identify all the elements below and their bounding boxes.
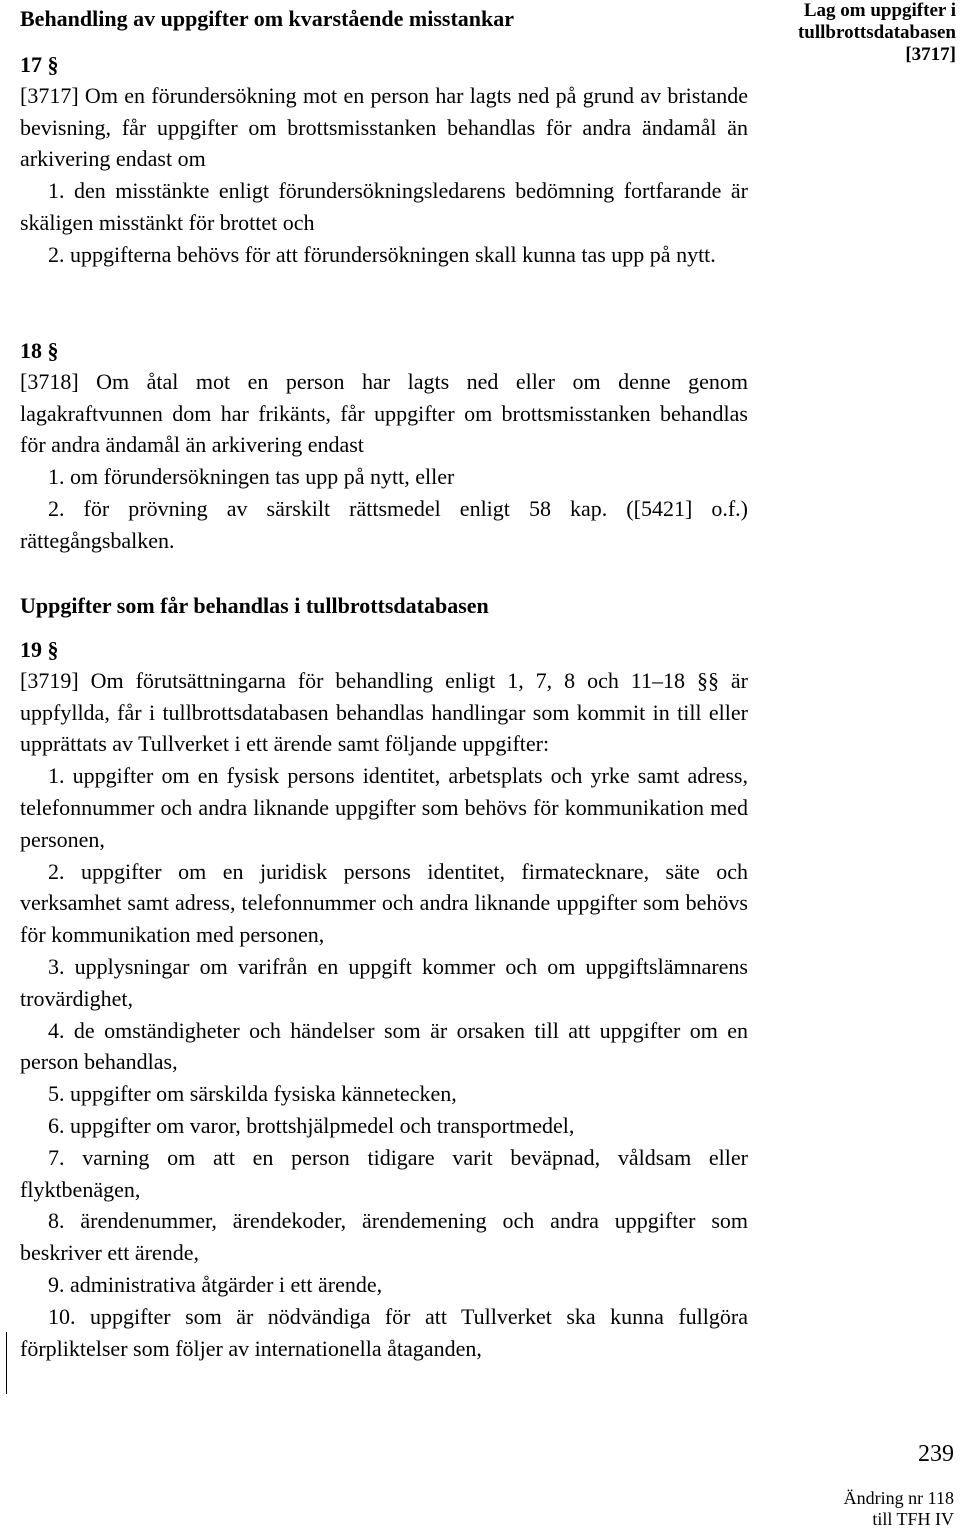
list-item: 1. den misstänkte enligt förundersökningsledarens bedömning fortfarande är skäligen misstänkt för brottet och — [20, 178, 748, 235]
footer — [844, 1488, 954, 1530]
section-19 — [20, 634, 748, 1364]
section-number: 19 § — [20, 637, 59, 662]
list-item: 10. uppgifter som är nödvändiga för att Tullverket ska kunna fullgöra förpliktelser som följer av internationella åtaganden, — [20, 1303, 748, 1361]
section-heading: Behandling av uppgifter om kvarstående misstankar — [20, 6, 515, 31]
list-item: 8. ärendenummer, ärendekoder, ärendemening och andra uppgifter som beskriver ett ärende, — [20, 1208, 748, 1266]
section-intro: [3718] Om åtal mot en person har lagts ned eller om denne genom lagakraftvunnen dom har frikänts, får uppgifter om brottsmisstanken behandlas för andra ändamål än arkivering endast — [20, 368, 748, 458]
list-item: 9. administrativa åtgärder i ett ärende, — [48, 1271, 383, 1297]
section-17 — [20, 49, 748, 271]
page-number: 239 — [918, 1441, 954, 1467]
section-intro: [3719] Om förutsättningarna för behandling enligt 1, 7, 8 och 11–18 §§ är uppfyllda, får i tullbrottsdatabasen behandlas handlingar som kommit in till eller upprättats av Tullverket i ett ärende samt följande uppgifter: — [20, 667, 748, 757]
running-header-line: tullbrottsdatabasen — [797, 22, 956, 43]
list-item: 1. uppgifter om en fysisk persons identitet, arbetsplats och yrke samt adress, telefonnummer och andra liknande uppgifter som behövs för kommunikation med personen, — [20, 763, 748, 852]
running-header-line: Lag om uppgifter i — [803, 0, 956, 21]
list-item: 4. de omständigheter och händelser som är orsaken till att uppgifter om en person behandlas, — [20, 1017, 748, 1075]
section-number: 18 § — [20, 338, 59, 363]
list-item: 2. för prövning av särskilt rättsmedel enligt 58 kap. ([5421] o.f.) rättegångsbalken. — [20, 495, 748, 553]
section-18 — [20, 335, 748, 557]
section-intro: [3717] Om en förundersökning mot en person har lagts ned på grund av bristande bevisning, får uppgifter om brottsmisstanken behandlas för andra ändamål än arkivering endast om — [20, 82, 748, 172]
running-header — [798, 0, 956, 66]
list-item: 3. upplysningar om varifrån en uppgift kommer och om uppgiftslämnarens trovärdighet, — [20, 953, 748, 1011]
running-header-line: [3717] — [905, 44, 956, 65]
list-item: 1. om förundersökningen tas upp på nytt, eller — [48, 464, 455, 490]
footer-line: till TFH IV — [872, 1509, 954, 1529]
change-bar — [6, 1332, 7, 1394]
list-item: 2. uppgifter om en juridisk persons identitet, firmatecknare, säte och verksamhet samt adress, telefonnummer och andra liknande uppgifter som behövs för kommunikation med personen, — [20, 858, 748, 948]
footer-line: Ändring nr 118 — [843, 1488, 954, 1508]
list-item: 5. uppgifter om särskilda fysiska kännetecken, — [48, 1081, 457, 1107]
list-item: 6. uppgifter om varor, brottshjälpmedel och transportmedel, — [48, 1112, 575, 1138]
section-heading: Uppgifter som får behandlas i tullbrottsdatabasen — [20, 593, 489, 618]
section-number: 17 § — [20, 52, 59, 77]
list-item: 2. uppgifterna behövs för att förundersökningen skall kunna tas upp på nytt. — [48, 241, 716, 267]
list-item: 7. varning om att en person tidigare varit beväpnad, våldsam eller flyktbenägen, — [20, 1144, 748, 1202]
